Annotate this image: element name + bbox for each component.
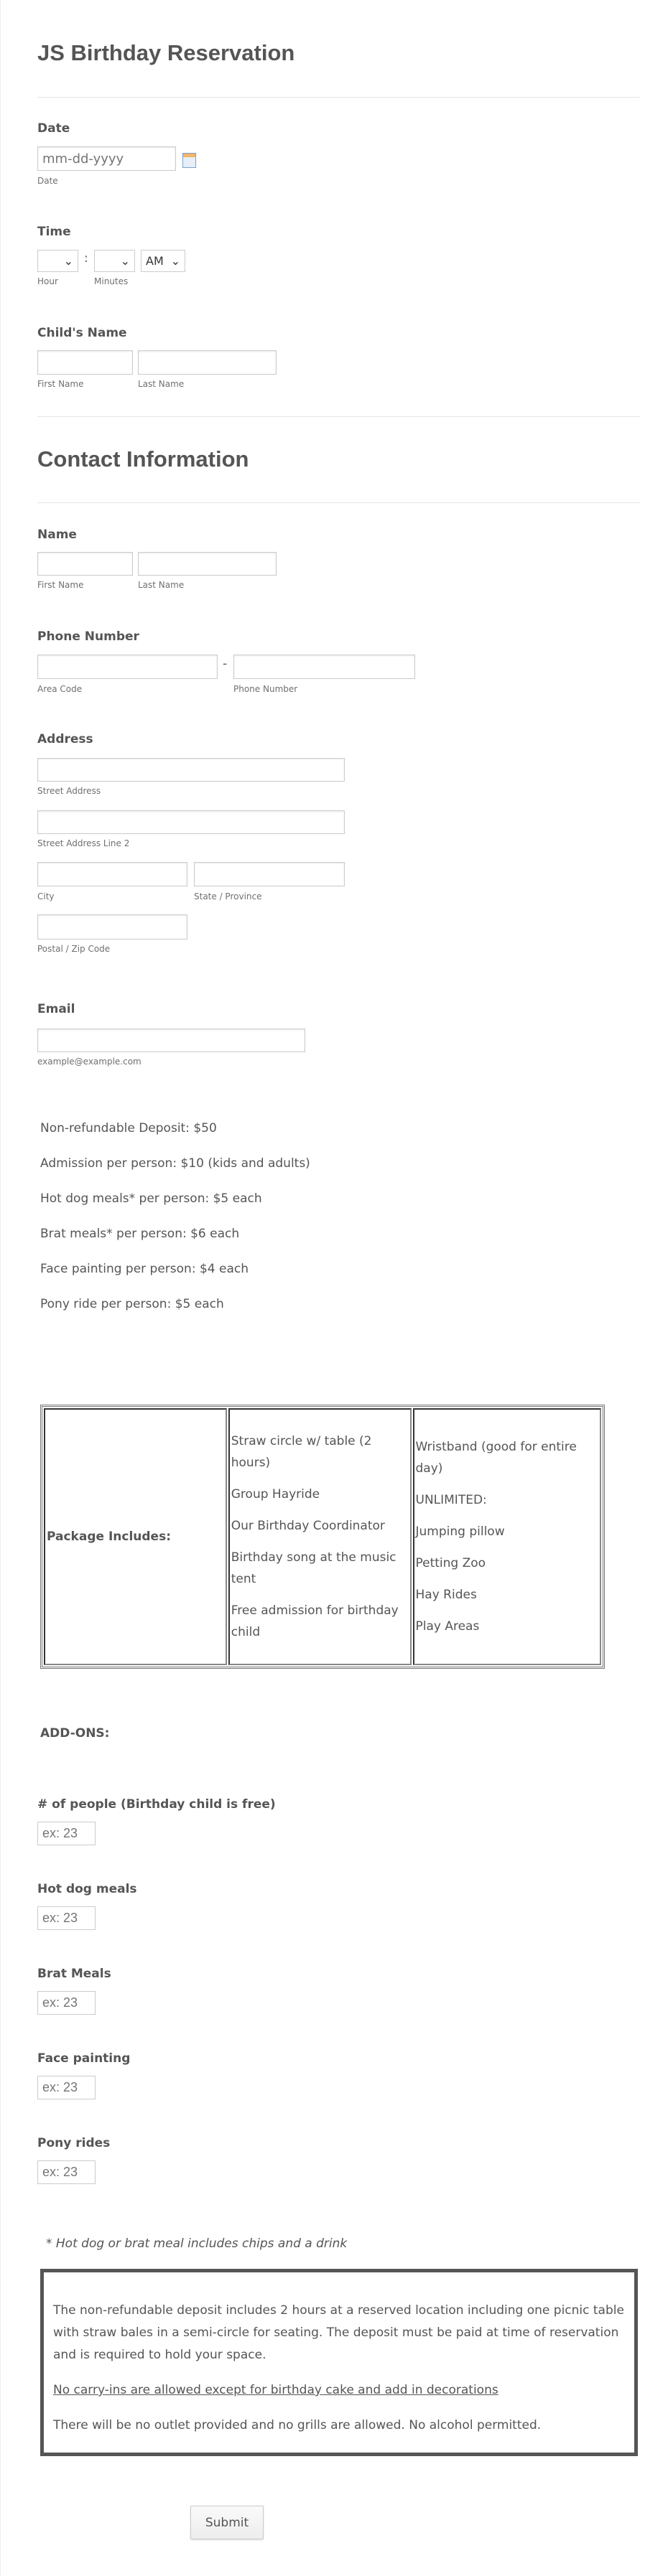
face-painting-label: Face painting — [37, 2051, 131, 2066]
email-input[interactable] — [37, 1029, 305, 1052]
first-name-sublabel: First Name — [37, 580, 84, 590]
postal-sublabel: Postal / Zip Code — [37, 944, 111, 954]
hot-dog-label: Hot dog meals — [37, 1882, 137, 1896]
hot-dog-input[interactable] — [37, 1906, 96, 1930]
package-item: UNLIMITED: — [415, 1493, 487, 1507]
price-line: Non-refundable Deposit: $50 — [40, 1121, 217, 1135]
area-code-sublabel: Area Code — [37, 684, 83, 694]
divider — [37, 97, 640, 98]
policy-box — [40, 2269, 638, 2456]
pony-rides-input[interactable] — [37, 2160, 96, 2184]
phone-number-input[interactable] — [233, 655, 415, 679]
last-name-input[interactable] — [138, 552, 277, 576]
chevron-down-icon: ⌄ — [63, 254, 73, 268]
street-sublabel: Street Address — [37, 786, 101, 796]
divider — [37, 502, 640, 503]
price-line: Face painting per person: $4 each — [40, 1262, 249, 1276]
package-item: Birthday song at the music tent — [231, 1550, 396, 1586]
city-input[interactable] — [37, 862, 187, 886]
street-address-2-input[interactable] — [37, 810, 345, 834]
pony-rides-label: Pony rides — [37, 2136, 111, 2150]
chevron-down-icon: ⌄ — [120, 254, 130, 268]
price-line: Admission per person: $10 (kids and adults) — [40, 1156, 310, 1171]
email-sublabel: example@example.com — [37, 1057, 142, 1067]
child-name-label: Child's Name — [37, 326, 127, 340]
package-heading: Package Includes: — [44, 1408, 227, 1665]
ampm-value: AM — [146, 254, 164, 268]
email-label: Email — [37, 1002, 75, 1016]
package-table — [40, 1405, 605, 1669]
last-name-sublabel: Last Name — [138, 379, 185, 389]
minutes-select[interactable] — [94, 250, 135, 272]
calendar-icon[interactable] — [182, 153, 196, 168]
addons-heading: ADD-ONS: — [40, 1726, 110, 1741]
package-column-3 — [413, 1408, 602, 1665]
policy-deposit: The non-refundable deposit includes 2 hours at a reserved location including one picnic table with straw bales in a semi-circle for seating. The deposit must be paid at time of reservation and is required to hold your space. — [53, 2303, 624, 2362]
people-input[interactable] — [37, 1822, 96, 1845]
state-input[interactable] — [194, 862, 345, 886]
area-code-input[interactable] — [37, 655, 218, 679]
city-sublabel: City — [37, 891, 55, 901]
people-label: # of people (Birthday child is free) — [37, 1797, 276, 1812]
price-line: Hot dog meals* per person: $5 each — [40, 1191, 262, 1206]
contact-heading: Contact Information — [37, 446, 249, 472]
package-item: Our Birthday Coordinator — [231, 1519, 385, 1533]
brat-input[interactable] — [37, 1991, 96, 2015]
child-last-name-input[interactable] — [138, 350, 277, 375]
hour-select[interactable] — [37, 250, 78, 272]
price-line: Brat meals* per person: $6 each — [40, 1227, 240, 1241]
date-label: Date — [37, 121, 70, 136]
chevron-down-icon: ⌄ — [170, 254, 180, 268]
child-first-name-input[interactable] — [37, 350, 133, 375]
date-sublabel: Date — [37, 176, 58, 186]
package-item: Free admission for birthday child — [231, 1603, 399, 1639]
phone-number-sublabel: Phone Number — [233, 684, 298, 694]
submit-button[interactable]: Submit — [190, 2506, 264, 2539]
form-title: JS Birthday Reservation — [37, 40, 295, 65]
package-item: Petting Zoo — [415, 1556, 486, 1570]
date-input[interactable] — [37, 146, 176, 171]
face-painting-input[interactable] — [37, 2076, 96, 2099]
package-item: Play Areas — [415, 1619, 480, 1634]
price-line: Pony ride per person: $5 each — [40, 1297, 224, 1311]
first-name-input[interactable] — [37, 552, 133, 576]
last-name-sublabel: Last Name — [138, 580, 185, 590]
street-address-input[interactable] — [37, 758, 345, 782]
package-column-2 — [228, 1408, 412, 1665]
package-item: Hay Rides — [415, 1588, 477, 1602]
policy-outlets: There will be no outlet provided and no grills are allowed. No alcohol permitted. — [53, 2418, 542, 2432]
first-name-sublabel: First Name — [37, 379, 84, 389]
package-item: Jumping pillow — [415, 1524, 505, 1539]
package-item: Wristband (good for entire day) — [415, 1440, 577, 1476]
name-label: Name — [37, 528, 77, 542]
address-label: Address — [37, 732, 93, 746]
time-label: Time — [37, 225, 71, 239]
hour-sublabel: Hour — [37, 276, 58, 286]
package-item: Straw circle w/ table (2 hours) — [231, 1434, 372, 1470]
phone-label: Phone Number — [37, 629, 139, 644]
phone-dash: - — [223, 657, 228, 671]
postal-code-input[interactable] — [37, 914, 187, 940]
ampm-select[interactable] — [141, 250, 185, 272]
policy-carry-ins: No carry-ins are allowed except for birthday cake and add in decorations — [53, 2383, 498, 2397]
footnote: * Hot dog or brat meal includes chips and a drink — [46, 2237, 348, 2251]
divider — [37, 416, 640, 417]
package-item: Group Hayride — [231, 1487, 320, 1502]
time-separator: : — [84, 251, 88, 266]
state-sublabel: State / Province — [194, 891, 262, 901]
minutes-sublabel: Minutes — [94, 276, 129, 286]
brat-label: Brat Meals — [37, 1967, 111, 1981]
street2-sublabel: Street Address Line 2 — [37, 838, 130, 848]
